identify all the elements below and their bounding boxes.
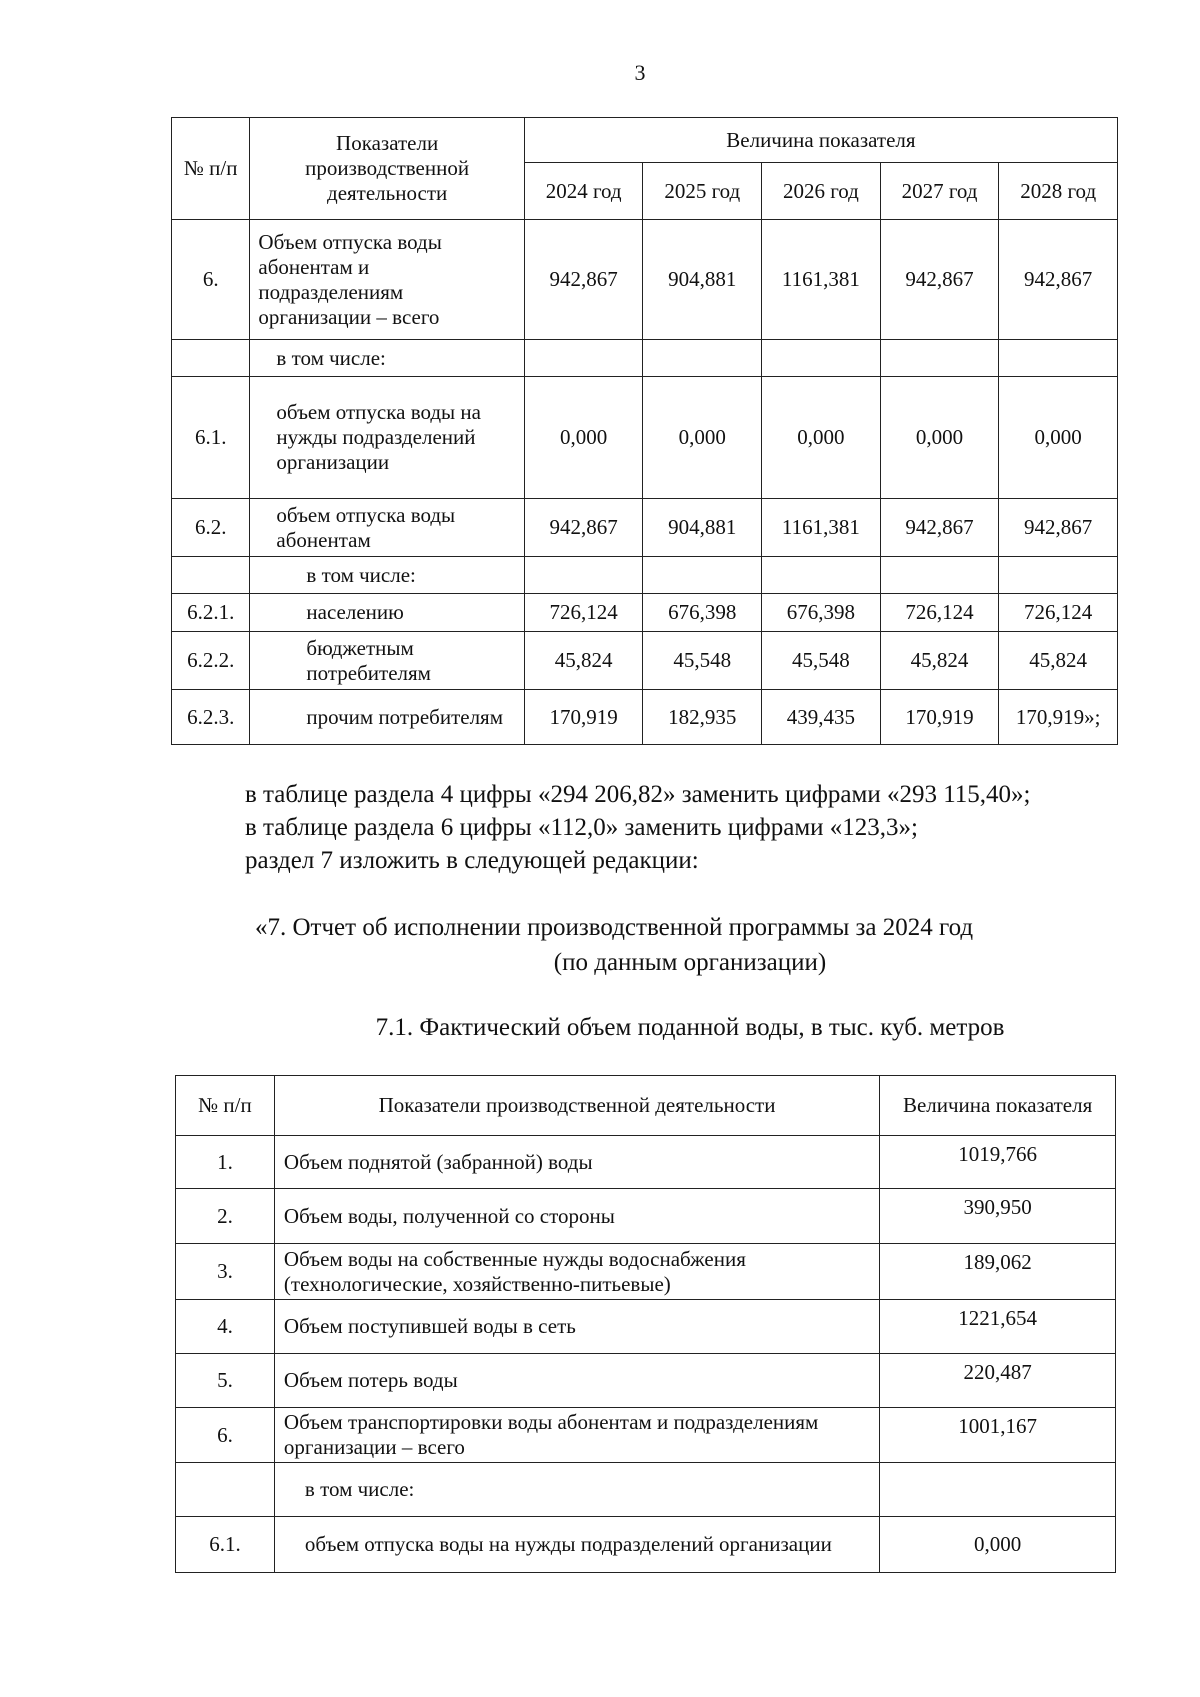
table-row: в том числе: <box>176 1463 1116 1517</box>
amendment-paragraph: в таблице раздела 4 цифры «294 206,82» заменить цифрами «293 115,40»; <box>245 781 1031 808</box>
table-row: 3. Объем воды на собственные нужды водоснабжения (технологические, хозяйственно-питьевые) 189,062 <box>176 1244 1116 1300</box>
column-header-year: 2027 год <box>880 163 999 220</box>
production-indicators-table <box>171 117 1118 745</box>
column-header-year: 2026 год <box>762 163 881 220</box>
table-row: 4. Объем поступившей воды в сеть 1221,654 <box>176 1300 1116 1354</box>
table-row: 2. Объем воды, полученной со стороны 390,950 <box>176 1189 1116 1244</box>
section-subtitle: 7.1. Фактический объем поданной воды, в тыс. куб. метров <box>375 1014 1005 1041</box>
table-row: 6.1. объем отпуска воды на нужды подразделений организации 0,000 <box>176 1517 1116 1573</box>
column-header-num: № п/п <box>172 118 250 220</box>
table-row: 6.2.2. бюджетным потребителям 45,824 45,548 45,548 45,824 45,824 <box>172 632 1118 690</box>
actual-water-volume-table <box>175 1075 1116 1573</box>
column-header-year: 2025 год <box>643 163 762 220</box>
column-header-num: № п/п <box>176 1076 275 1136</box>
table-row: в том числе: <box>172 557 1118 594</box>
table-row: в том числе: <box>172 340 1118 377</box>
column-header-indicators: Показатели производственной деятельности <box>274 1076 879 1136</box>
amendment-paragraph: раздел 7 изложить в следующей редакции: <box>245 847 699 874</box>
page-number: 3 <box>634 60 646 85</box>
table-row: 6.1. объем отпуска воды на нужды подразделений организации 0,000 0,000 0,000 0,000 0,000 <box>172 377 1118 499</box>
column-header-value: Величина показателя <box>880 1076 1116 1136</box>
section-title-subline: (по данным организации) <box>553 949 827 976</box>
amendment-paragraph: в таблице раздела 6 цифры «112,0» заменить цифрами «123,3»; <box>245 814 918 841</box>
column-header-year: 2024 год <box>524 163 643 220</box>
table-row: 6. Объем отпуска воды абонентам и подразделениям организации – всего 942,867 904,881 1161,381 942,867 942,867 <box>172 220 1118 340</box>
column-header-value: Величина показателя <box>524 118 1117 163</box>
table-row: 6.2.1. населению 726,124 676,398 676,398 726,124 726,124 <box>172 594 1118 632</box>
table-row: 1. Объем поднятой (забранной) воды 1019,766 <box>176 1136 1116 1189</box>
table-row: 6.2.3. прочим потребителям 170,919 182,935 439,435 170,919 170,919»; <box>172 690 1118 745</box>
column-header-indicators: Показатели производственной деятельности <box>250 118 524 220</box>
table-row: 5. Объем потерь воды 220,487 <box>176 1354 1116 1408</box>
table-row: 6.2. объем отпуска воды абонентам 942,867 904,881 1161,381 942,867 942,867 <box>172 499 1118 557</box>
column-header-year: 2028 год <box>999 163 1118 220</box>
table-row: 6. Объем транспортировки воды абонентам и подразделениям организации – всего 1001,167 <box>176 1408 1116 1463</box>
section-title: «7. Отчет об исполнении производственной программы за 2024 год <box>255 914 974 941</box>
